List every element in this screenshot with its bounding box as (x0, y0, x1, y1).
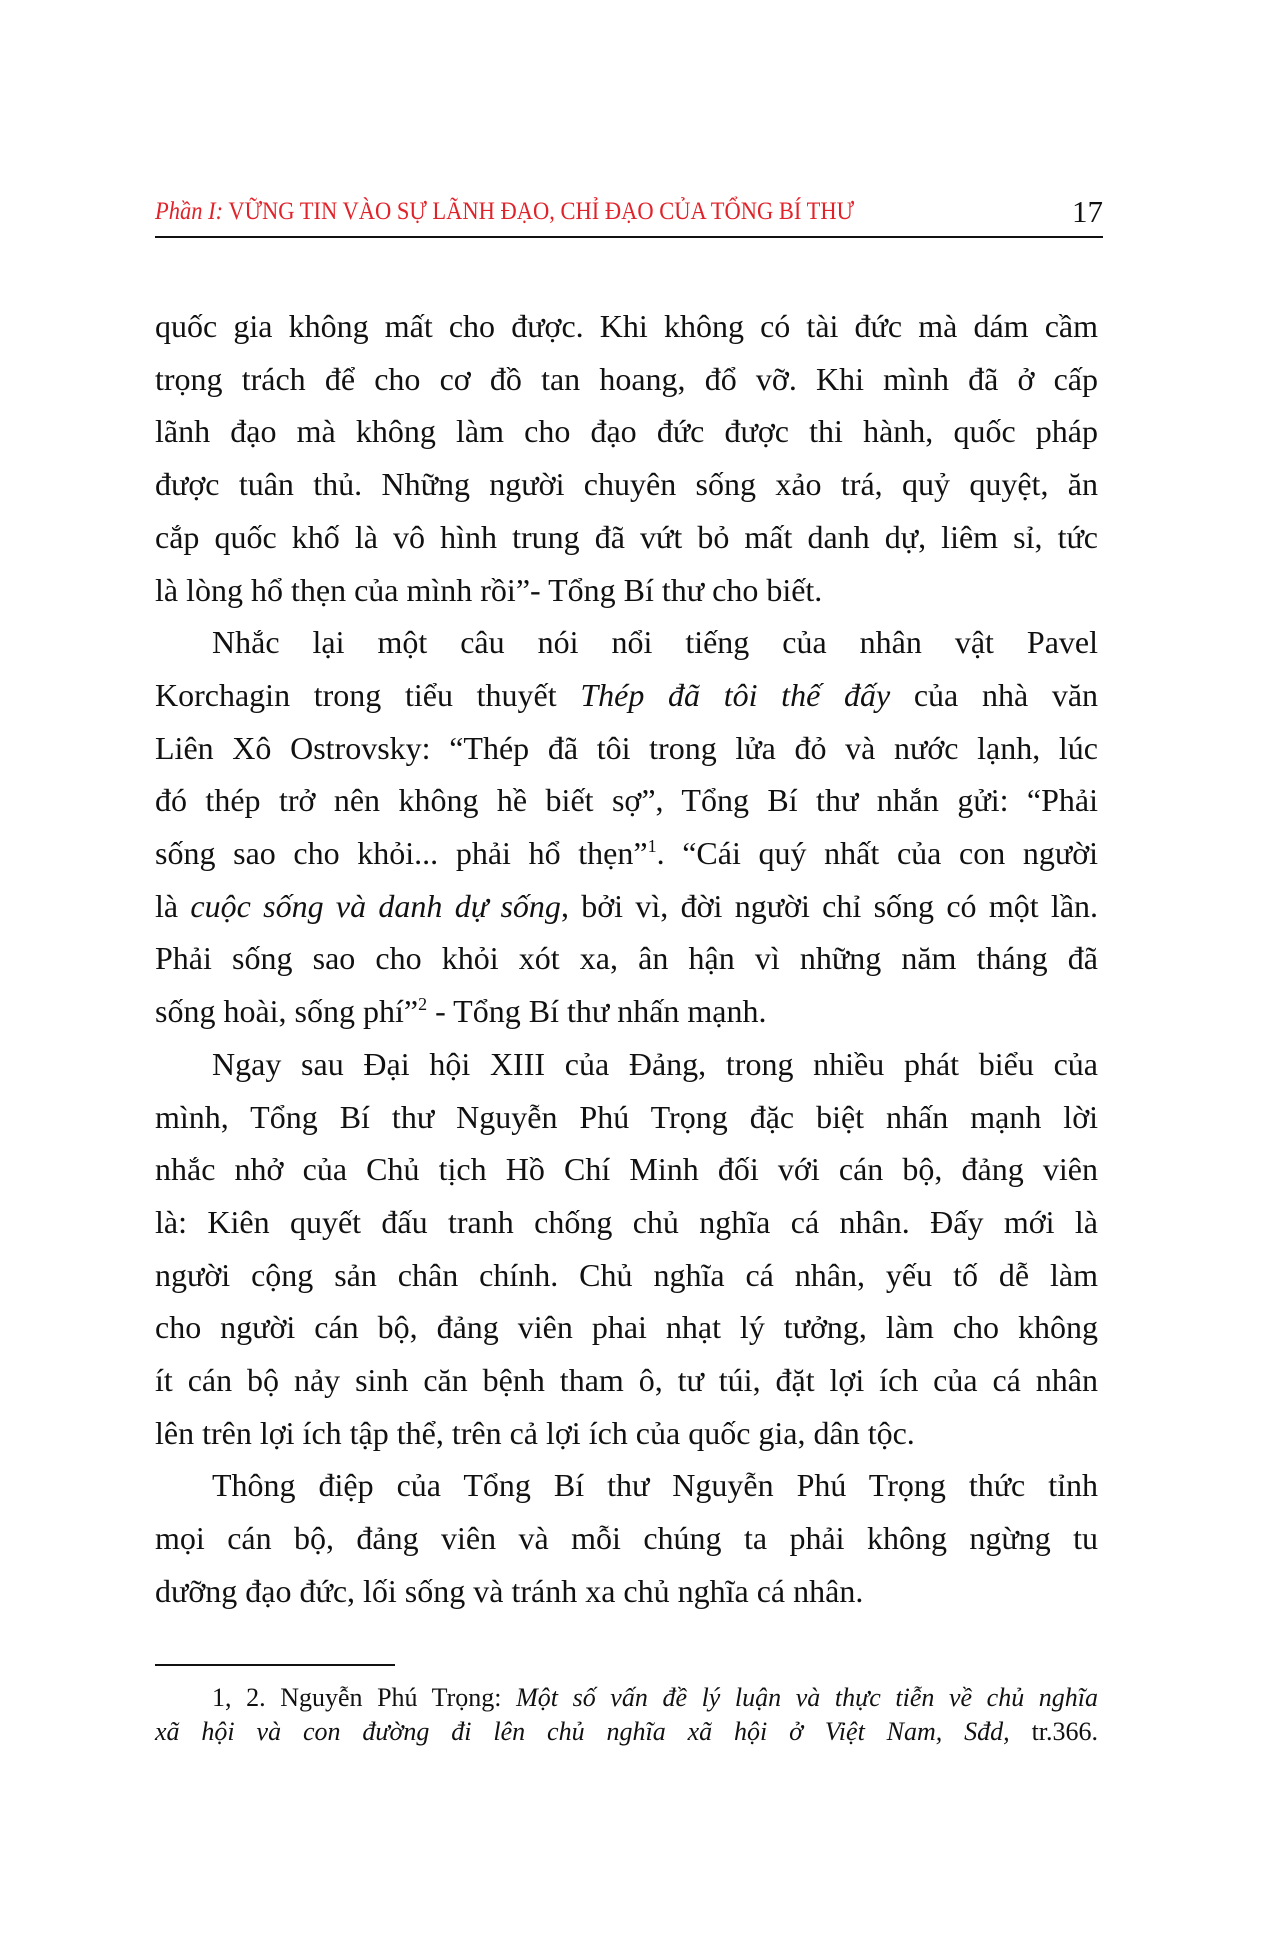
text-line: trọng trách để cho cơ đồ tan hoang, đổ vỡ. Khi mình đã ở cấp (155, 360, 1098, 397)
text-line: Nhắc lại một câu nói nổi tiếng của nhân vật Pavel (212, 624, 1098, 661)
footnote-page-ref: tr.366. (1031, 1717, 1099, 1746)
running-head-title (155, 198, 854, 226)
text-line: mọi cán bộ, đảng viên và mỗi chúng ta phải không ngừng tu (155, 1520, 1098, 1557)
text-run: là (155, 887, 191, 924)
text-line: là: Kiên quyết đấu tranh chống chủ nghĩa cá nhân. Đấy mới là (155, 1203, 1098, 1240)
text-line: Thông điệp của Tổng Bí thư Nguyễn Phú Trọng thức tỉnh (212, 1467, 1098, 1504)
text-line: dưỡng đạo đức, lối sống và tránh xa chủ nghĩa cá nhân. (155, 1572, 864, 1609)
text-line: lãnh đạo mà không làm cho đạo đức được thi hành, quốc pháp (155, 413, 1098, 450)
text-line (155, 985, 1098, 1038)
text-line (155, 669, 1098, 722)
part-label: Phần I: (155, 198, 224, 225)
footnote-ref[interactable]: 1 (647, 836, 657, 857)
text-line: Ngay sau Đại hội XIII của Đảng, trong nhiều phát biểu của (212, 1045, 1098, 1082)
paragraph (155, 1038, 1098, 1460)
text-run: , bởi vì, đời người chỉ sống có một lần. (560, 887, 1099, 924)
text-line: cho người cán bộ, đảng viên phai nhạt lý tưởng, làm cho không (155, 1309, 1098, 1346)
emphasis-italic: cuộc sống và danh dự sống (190, 887, 561, 924)
footnote (155, 1681, 1098, 1749)
body-text (155, 300, 1098, 1618)
page-number: 17 (1072, 194, 1103, 229)
text-line: người cộng sản chân chính. Chủ nghĩa cá nhân, yếu tố dễ làm (155, 1256, 1098, 1293)
text-run: - Tổng Bí thư nhấn mạnh. (427, 993, 767, 1030)
chapter-title: VỮNG TIN VÀO SỰ LÃNH ĐẠO, CHỈ ĐẠO CỦA TỔNG BÍ THƯ (228, 198, 855, 225)
text-line: là lòng hổ thẹn của mình rồi”- Tổng Bí thư cho biết. (155, 571, 823, 608)
footnote-line (155, 1715, 1098, 1749)
text-line: được tuân thủ. Những người chuyên sống xảo trá, quỷ quyệt, ăn (155, 466, 1098, 503)
footnote-author: Nguyễn Phú Trọng: (280, 1683, 502, 1712)
footnote-ref[interactable]: 2 (418, 994, 428, 1015)
text-line: Phải sống sao cho khỏi xót xa, ân hận vì những năm tháng đã (155, 940, 1098, 977)
text-line: ít cán bộ nảy sinh căn bệnh tham ô, tư túi, đặt lợi ích của cá nhân (155, 1362, 1098, 1399)
text-line: quốc gia không mất cho được. Khi không có tài đức mà dám cầm (155, 308, 1098, 344)
text-run: . “Cái quý nhất của con người (656, 835, 1099, 872)
footnote-divider (155, 1664, 395, 1666)
text-line: lên trên lợi ích tập thể, trên cả lợi ích của quốc gia, dân tộc. (155, 1414, 915, 1451)
text-run: Korchagin trong tiểu thuyết (155, 676, 581, 713)
paragraph (155, 616, 1098, 1038)
book-title-italic: Thép đã tôi thế đấy (580, 676, 891, 713)
footnote-line (155, 1681, 1098, 1715)
text-run: của nhà văn (890, 676, 1099, 713)
text-line: cắp quốc khố là vô hình trung đã vứt bỏ mất danh dự, liêm sỉ, tức (155, 518, 1098, 555)
text-line (155, 827, 1098, 880)
footnote-title-part1: Một số vấn đề lý luận và thực tiễn về chủ nghĩa (516, 1683, 1099, 1712)
paragraph (155, 300, 1098, 616)
text-line: đó thép trở nên không hề biết sợ”, Tổng Bí thư nhắn gửi: “Phải (155, 782, 1098, 819)
text-line: mình, Tổng Bí thư Nguyễn Phú Trọng đặc biệt nhấn mạnh lời (155, 1098, 1098, 1135)
running-head (155, 196, 1103, 238)
text-line (155, 880, 1098, 933)
text-run: sống hoài, sống phí” (155, 993, 419, 1030)
text-line: Liên Xô Ostrovsky: “Thép đã tôi trong lửa đỏ và nước lạnh, lúc (155, 729, 1098, 766)
paragraph (155, 1459, 1098, 1617)
text-run: sống sao cho khỏi... phải hổ thẹn” (155, 835, 648, 872)
text-line: nhắc nhở của Chủ tịch Hồ Chí Minh đối với cán bộ, đảng viên (155, 1151, 1098, 1188)
footnote-title-part2: xã hội và con đường đi lên chủ nghĩa xã hội ở Việt Nam, Sđd, (155, 1717, 1010, 1746)
footnote-marker: 1, 2. (212, 1683, 266, 1712)
